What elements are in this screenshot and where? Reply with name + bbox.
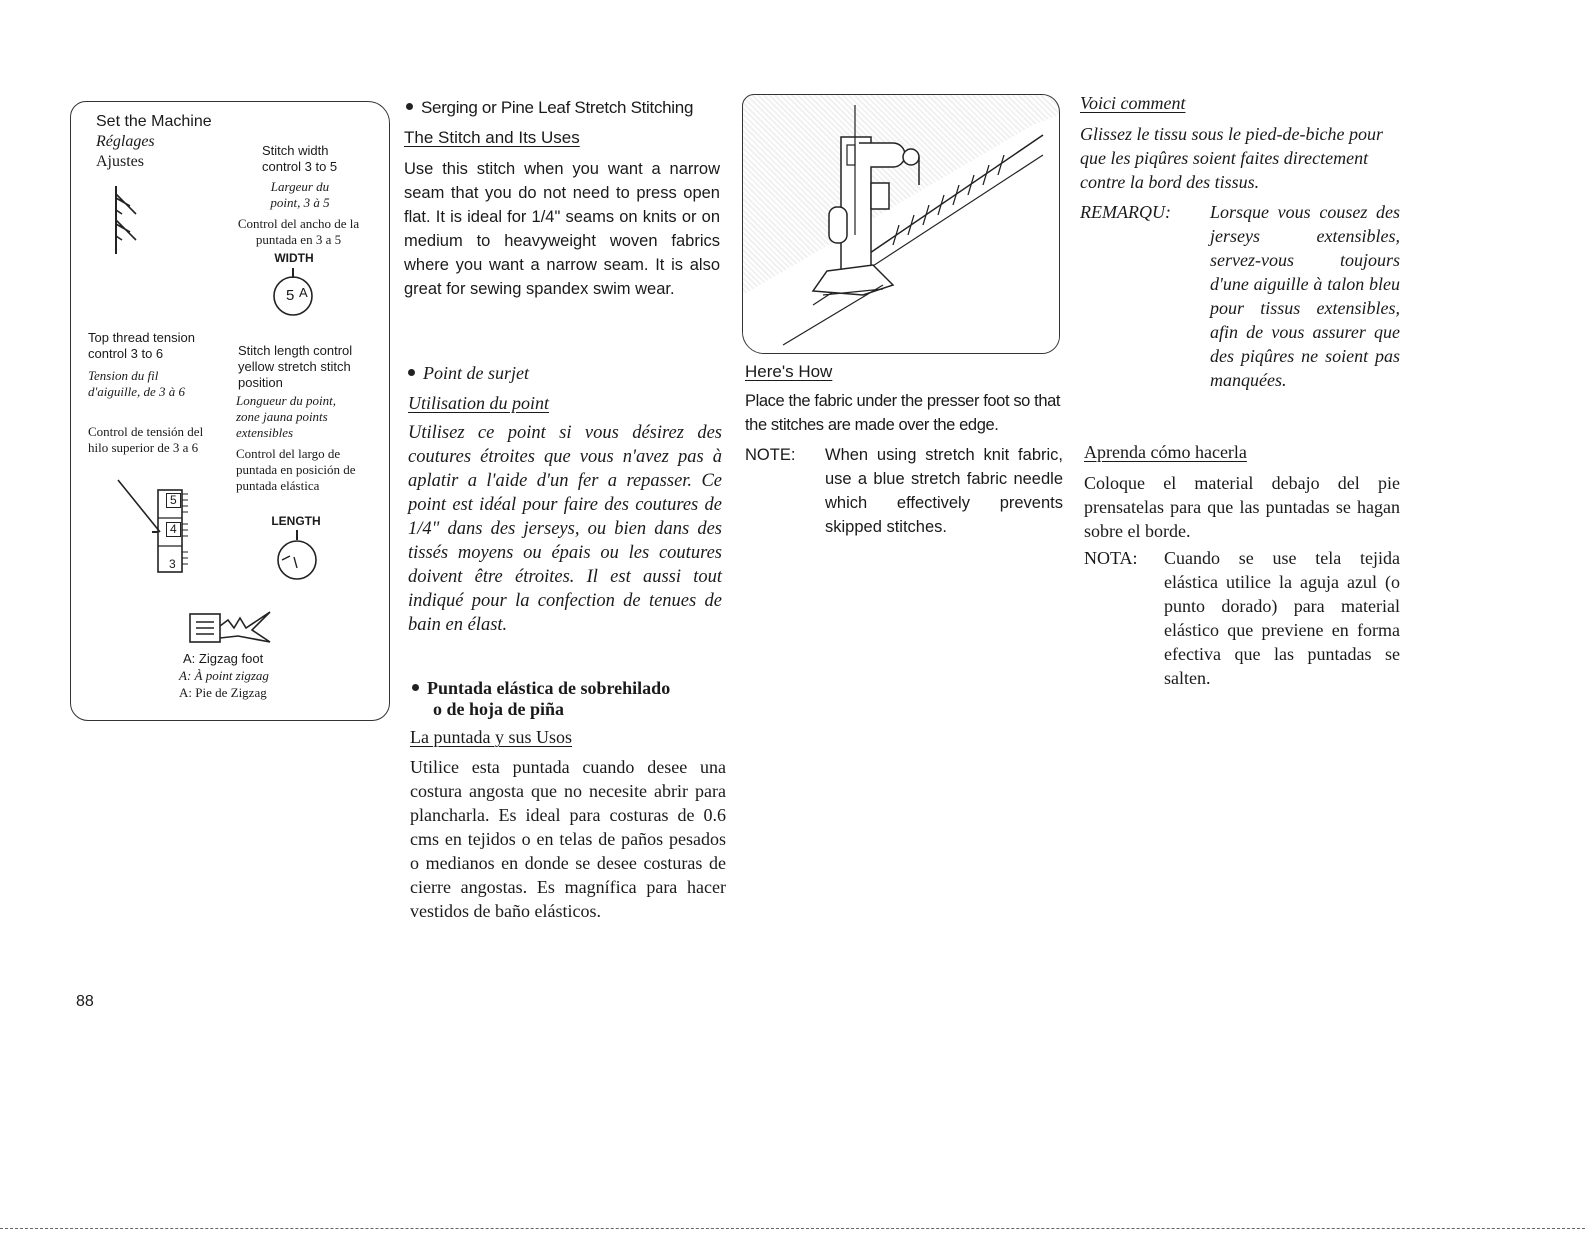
french-how-heading: Voici comment [1080, 93, 1186, 113]
stitch-width-en: Stitch width control 3 to 5 [262, 143, 338, 174]
english-note-label: NOTE: [745, 446, 796, 464]
french-heading: Point de surjet [408, 363, 529, 384]
stitch-length-en: Stitch length control yellow stretch stitch position [238, 343, 353, 390]
stitch-length-fr: Longueur du point, zone jauna points extensibles [236, 393, 337, 440]
panel-title-en: Set the Machine [96, 113, 212, 130]
length-dial-label: LENGTH [271, 514, 321, 528]
spanish-note-body: Cuando se use tela tejida elástica utilice la aguja azul (o punto dorado) para material elástico que previene en forma efectiva que las puntadas se salten. [1164, 548, 1400, 688]
heading-bullet-icon [406, 103, 413, 110]
stitch-width-fr: Largeur du point, 3 à 5 [270, 179, 330, 210]
fabric-under-foot-drawing [743, 95, 1059, 353]
spanish-body: Utilice esta puntada cuando desee una costura angosta que no necesite abrir para plancharla. Es ideal para costuras de 0.6 cms en tejidos o en telas de paños pesados o medianos en donde se desee costuras de cierre angostas. Es magnífica para hacer vestidos de baño elásticos. [410, 757, 726, 921]
english-note [745, 443, 1063, 539]
spanish-note [1084, 546, 1400, 690]
panel-title-fr: Réglages [96, 133, 155, 150]
top-thread-tension-en: Top thread tension control 3 to 6 [88, 330, 195, 361]
french-note [1080, 200, 1400, 392]
french-body: Utilisez ce point si vous désirez des coutures étroites que vous n'avez pas à aplatir a l'aide d'un fer a repasser. Ce point est idéal pour faire des coutures de 1/4" dans des jerseys, ou bien dans des tissés moyens ou épais ou les coutures doivent être étroites. Il est aussi tout indiqué pour la confection de tenues de bain en élast. [408, 423, 722, 635]
zigzag-foot-en: A: Zigzag foot [183, 651, 264, 666]
english-how-body: Place the fabric under the presser foot so that the stitches are made over the edge. [745, 392, 1061, 434]
english-note-body: When using stretch knit fabric, use a blue stretch fabric needle which effectively prevents skipped stitches. [825, 446, 1063, 536]
zigzag-foot-icon [188, 608, 274, 646]
english-subheading: The Stitch and Its Uses [404, 128, 580, 147]
english-body: Use this stitch when you want a narrow seam that you do not need to press open flat. It is ideal for 1/4" seams on knits or on medium to heavyweight woven fabrics where you want a narrow seam. It is also great for sewing spandex swim wear. [404, 160, 720, 298]
stitch-width-es: Control del ancho de la puntada en 3 a 5 [237, 216, 360, 247]
english-heading: Serging or Pine Leaf Stretch Stitching [406, 98, 693, 118]
length-dial-icon [272, 530, 322, 582]
spanish-how-heading: Aprenda cómo hacerla [1084, 442, 1247, 462]
top-thread-tension-fr: Tension du fil d'aiguille, de 3 à 6 [88, 368, 186, 399]
top-thread-tension-es: Control de tensión del hilo superior de 3 a 6 [88, 424, 204, 455]
spanish-heading: Puntada elástica de sobrehilado o de hoja de piña [412, 678, 670, 720]
spanish-subheading: La puntada y sus Usos [410, 727, 572, 747]
heading-bullet-icon [408, 369, 415, 376]
bottom-divider [0, 1228, 1585, 1229]
french-note-body: Lorsque vous cousez des jerseys extensibles, servez-vous toujours d'une aiguille à talon bleu pour tissus extensibles, afin de vous assurer que des piqûres ne soient pas manquées. [1210, 202, 1400, 390]
width-dial-value: 5 [286, 287, 295, 304]
french-how-body: Glissez le tissu sous le pied-de-biche pour que les piqûres soient faites directement contre la bord des tissus. [1080, 124, 1383, 192]
presser-foot-illustration [742, 94, 1060, 354]
heading-bullet-icon [412, 684, 419, 691]
page-number: 88 [76, 993, 94, 1010]
tension-value-4: 4 [166, 522, 181, 537]
zigzag-foot-es: A: Pie de Zigzag [179, 685, 267, 700]
stitch-length-es: Control del largo de puntada en posición de puntada elástica [236, 446, 356, 493]
zigzag-foot-fr: A: À point zigzag [179, 668, 269, 683]
tension-value-5: 5 [166, 493, 181, 508]
panel-title-es: Ajustes [96, 153, 144, 170]
french-note-label: REMARQU: [1080, 202, 1171, 222]
french-subheading: Utilisation du point [408, 393, 550, 413]
tension-value-3: 3 [169, 557, 176, 571]
tension-dial-icon [112, 478, 202, 578]
spanish-note-label: NOTA: [1084, 548, 1138, 568]
stretch-stitch-pattern-icon [108, 184, 144, 256]
width-dial-mark: A [299, 285, 308, 300]
width-dial-label: WIDTH [274, 251, 314, 265]
spanish-how-body: Coloque el material debajo del pie prensatelas para que las puntadas se hagan sobre el borde. [1084, 473, 1400, 541]
english-how-heading: Here's How [745, 362, 833, 381]
